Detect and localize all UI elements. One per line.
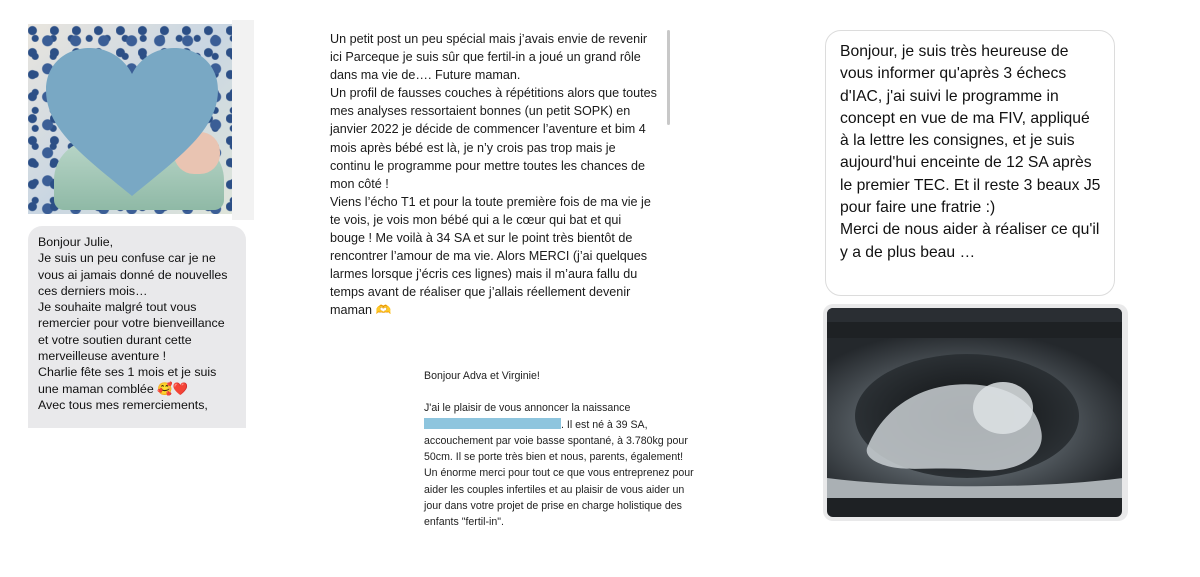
ultrasound-image (823, 304, 1128, 521)
message-line: Charlie fête ses 1 mois et je suis une maman comblée 🥰❤️ (38, 365, 217, 396)
redacted-name (424, 418, 561, 429)
email-details: accouchement par voie basse spontané, à 3.780kg pour 50cm. Il se porte très bien et nous, parents, également! (424, 434, 688, 464)
email-testimonial (424, 368, 694, 531)
email-birth-text: . Il est né à 39 SA, (561, 418, 648, 431)
message-line: Avec tous mes remerciements, (38, 397, 208, 412)
post-paragraph: Un profil de fausses couches à répétitions alors que toutes mes analyses ressortaient bonnes (un petit SOPK) en janvier 2022 je décide de commencer l’aventure et bim 4 mois après bébé est là, je n’y crois pas trop mais je continu le programme pour mettre toutes les chances de mon côté ! (330, 86, 657, 191)
ultrasound-header (827, 308, 1122, 322)
post-paragraph: Un petit post un peu spécial mais j’avais envie de revenir ici Parceque je suis sûr que fertil-in a joué un grand rôle dans ma vie de…. Future maman. (330, 32, 648, 83)
email-birth-line (424, 417, 694, 433)
email-intro: J'ai le plaisir de vous annoncer la naissance (424, 402, 631, 415)
message-line: Bonjour Julie, (38, 235, 114, 249)
ultrasound-screen (827, 308, 1122, 517)
post-paragraph: Viens l’écho T1 et pour la toute première fois de ma vie je te vois, je vois mon bébé qui a le cœur qui bat et qui bouge ! Me voilà à 34 SA et sur le point très bientôt de rencontrer l’amour de ma vie. Alors MERCI (j’ai quelques larmes lorsque j’écris ces lignes) mais il m’aura fallu du temps avant de réaliser que j’allais réellement devenir maman 🫶 (330, 194, 651, 318)
baby-photo (24, 20, 248, 220)
message-line: Je souhaite malgré tout vous remercier pour votre bienveillance et votre soutien durant cette merveilleuse aventure ! (38, 300, 225, 364)
message-line: Bonjour, je suis très heureuse de vous informer qu'après 3 échecs d'IAC, j'ai suivi le programme in concept en vue de ma FIV, appliqué à la lettre les consignes, et je suis aujourd'hui enceinte de 12 SA après le premier TEC. Et il reste 3 beaux J5 pour faire une fratrie :) (840, 43, 1101, 217)
message-bubble-right (825, 30, 1115, 296)
heart-icon (46, 48, 218, 198)
scrollbar[interactable] (667, 30, 670, 125)
testimonial-post (330, 30, 658, 320)
photo-edge-shade (232, 20, 254, 220)
message-line: Merci de nous aider à réaliser ce qu'il y a de plus beau … (840, 221, 1100, 261)
message-line: Je suis un peu confuse car je ne vous ai jamais donné de nouvelles ces derniers mois… (38, 251, 228, 298)
email-greeting: Bonjour Adva et Virginie! (424, 370, 540, 382)
message-bubble-left (28, 226, 246, 428)
ultrasound-scan-area (827, 338, 1122, 498)
email-thanks: Un énorme merci pour tout ce que vous entreprenez pour aider les couples infertiles et au plaisir de vous aider un jour dans votre projet de prise en charge holistique des enfants "fertil-in". (424, 467, 694, 529)
